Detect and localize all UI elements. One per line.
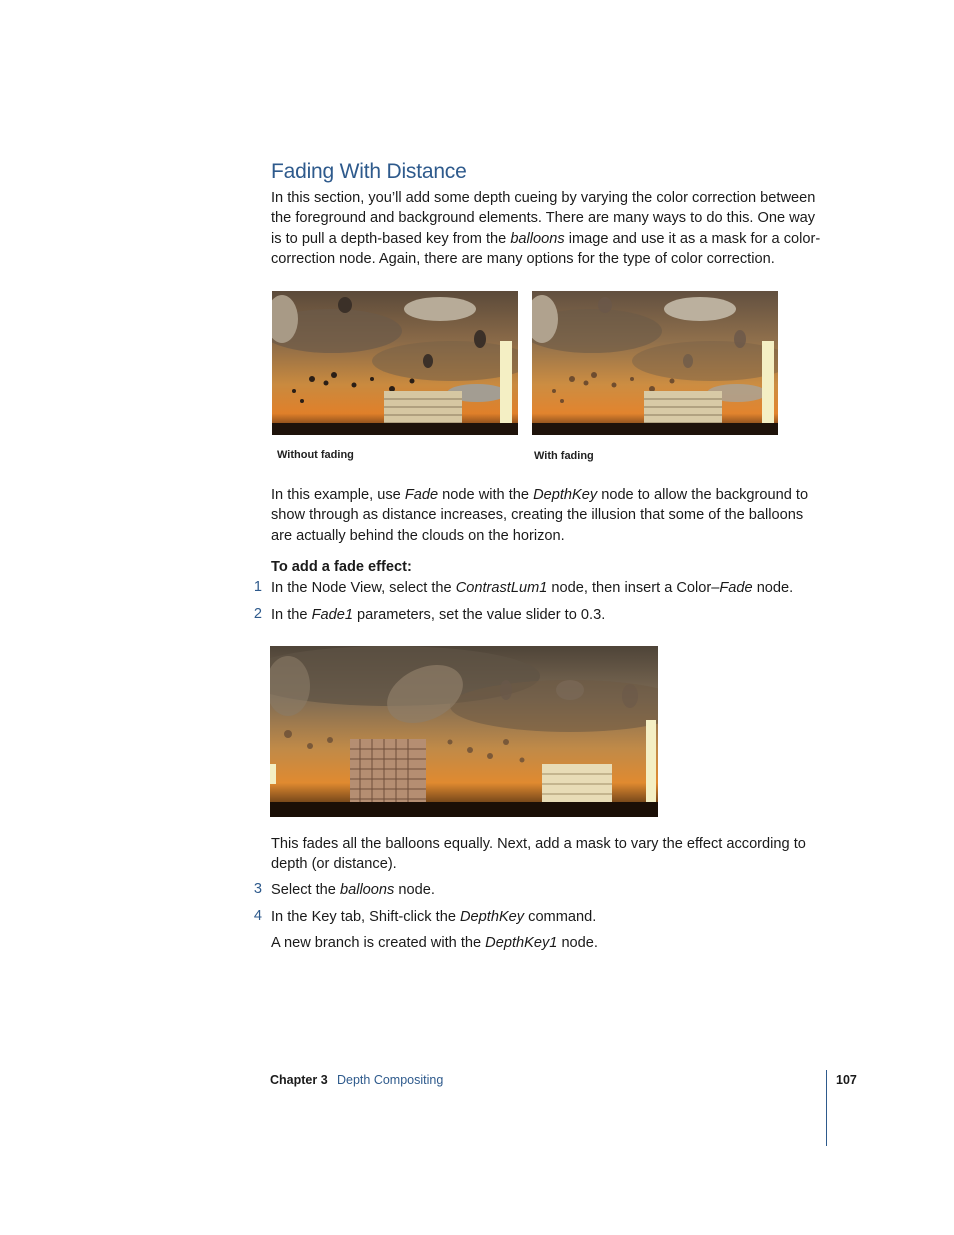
step-2-part: In the: [271, 607, 312, 623]
result-part: node.: [557, 935, 598, 951]
page-number: 107: [836, 1073, 857, 1087]
after-image-paragraph: This fades all the balloons equally. Next, add a mask to vary the effect according to depth (or distance).: [271, 836, 806, 873]
intro-text-2: image and use it as a mask for a color-correction node. Again, there are many options for the type of color correction.: [271, 230, 821, 268]
intro-text-1: In this section, you’ll add some depth cueing by varying the color correction between the foreground and background elements. There are many ways to do this. One way is to pull a depth-based key from the: [271, 190, 816, 247]
example-text-depthkey: DepthKey: [533, 487, 598, 503]
intro-text-balloons: balloons: [510, 230, 565, 247]
step-1-part: node, then insert a Color–: [547, 580, 720, 596]
step-1-number: 1: [253, 579, 262, 595]
procedure-heading: To add a fade effect:: [271, 559, 412, 575]
step-2-text: [271, 605, 831, 625]
step-3-balloons: balloons: [339, 882, 395, 898]
step-4-number: 4: [253, 908, 262, 924]
result-depthkey1: DepthKey1: [485, 935, 558, 951]
step-1-node: ContrastLum1: [455, 580, 548, 596]
step-4-text: [271, 907, 831, 927]
step-3-part: Select the: [271, 882, 340, 898]
step-1-part: In the Node View, select the: [271, 580, 456, 596]
step-1-text: [271, 578, 831, 598]
caption-with-fading: With fading: [534, 450, 594, 462]
step-3-text: [271, 880, 831, 900]
step-2-part: parameters, set the value slider to 0.3.: [352, 607, 606, 623]
step-3-part: node.: [394, 882, 435, 898]
result-part: A new branch is created with the: [271, 935, 486, 951]
figure-fade-result: [270, 646, 658, 817]
step-1-part: node.: [752, 580, 794, 596]
step-4-result: [271, 933, 831, 953]
figure-without-fading: [272, 291, 518, 435]
example-text-2: node with the: [438, 487, 534, 503]
footer-chapter: Chapter 3: [270, 1073, 328, 1087]
example-text-1: In this example, use: [271, 487, 405, 503]
step-3-number: 3: [253, 881, 262, 897]
step-2-number: 2: [253, 606, 262, 622]
step-4-part: command.: [524, 909, 597, 925]
step-2-fade1: Fade1: [311, 607, 353, 623]
section-heading: Fading With Distance: [271, 160, 467, 183]
example-text-fade: Fade: [404, 487, 439, 503]
example-text-3: node to allow the background to show through as distance increases, creating the illusion that some of the balloons are actually behind the clouds on the horizon.: [271, 487, 809, 544]
caption-without-fading: Without fading: [277, 449, 354, 461]
footer-divider: [826, 1070, 827, 1146]
figure-with-fading: [532, 291, 778, 435]
intro-paragraph: [271, 188, 823, 270]
step-4-depthkey: DepthKey: [460, 909, 525, 925]
step-1-fade: Fade: [719, 580, 753, 596]
example-paragraph: [271, 485, 823, 546]
footer-chapter-title: Depth Compositing: [337, 1073, 444, 1087]
step-4-part: In the Key tab, Shift-click the: [271, 909, 460, 925]
